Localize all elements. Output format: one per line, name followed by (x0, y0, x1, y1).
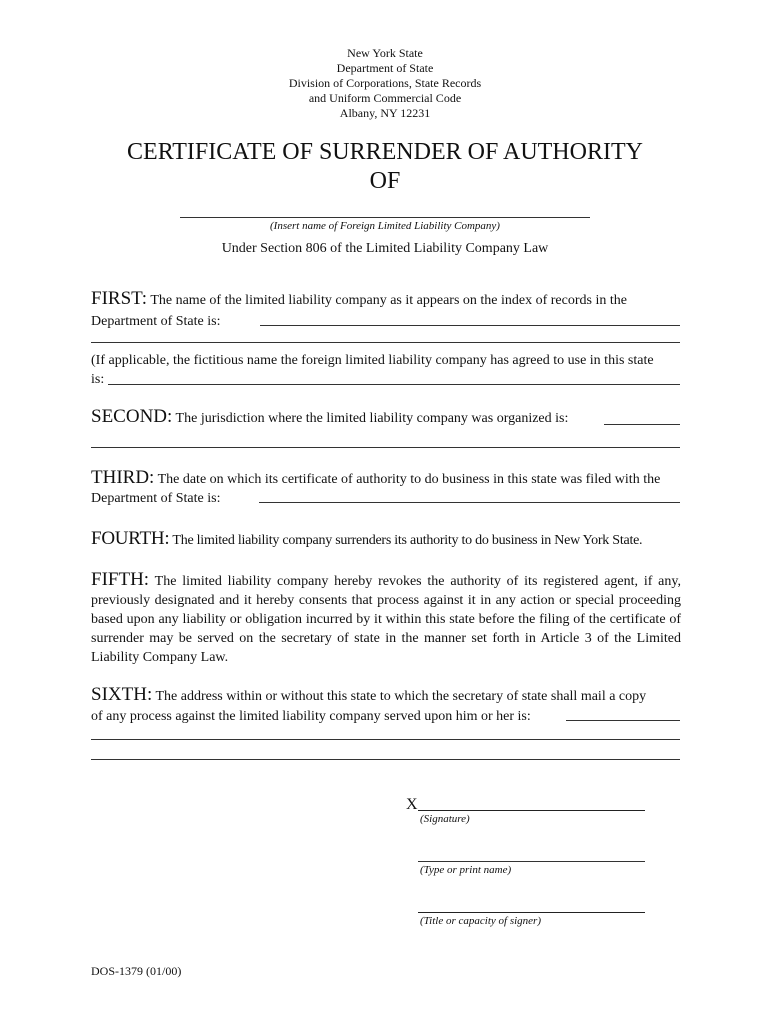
fictitious-text-line1: (If applicable, the fictitious name the foreign limited liability company has agreed to use in this state (91, 353, 654, 368)
printed-name-caption: (Type or print name) (420, 864, 512, 876)
sixth-paragraph-line2 (91, 707, 681, 726)
form-number: DOS-1379 (01/00) (91, 964, 182, 978)
company-name-caption: (Insert name of Foreign Limited Liability Company) (270, 220, 500, 232)
first-text-line1: The name of the limited liability company as it appears on the index of records in the (150, 293, 627, 308)
header-state: New York State (347, 46, 423, 60)
sixth-paragraph (91, 685, 681, 706)
company-name-line[interactable] (180, 217, 590, 218)
sixth-text-line2: of any process against the limited liability company served upon him or her is: (91, 709, 531, 724)
first-answer-line-2[interactable] (91, 342, 680, 343)
fifth-text: The limited liability company hereby revokes the authority of its registered agent, if any, previously designated and it hereby consents that process against it in any action or special proceeding based upon any liability or obligation incurred by it within this state before the filing of the certificate of surrender may be served on the secretary of state in the manner set forth in Article 3 of the Limited Liability Company Law. (91, 574, 681, 665)
sixth-answer-line-2[interactable] (91, 739, 680, 740)
third-text-line2: Department of State is: (91, 491, 221, 506)
third-answer-line[interactable] (259, 502, 680, 503)
document-title-of: OF (369, 168, 401, 194)
second-answer-line-2[interactable] (91, 447, 680, 448)
first-answer-line[interactable] (260, 325, 680, 326)
header-address: Albany, NY 12231 (339, 106, 431, 120)
document-title: CERTIFICATE OF SURRENDER OF AUTHORITY (127, 139, 643, 165)
third-lead: THIRD: (91, 467, 155, 488)
under-section-text: Under Section 806 of the Limited Liability Company Law (221, 241, 549, 256)
second-paragraph (91, 407, 681, 428)
signature-line[interactable] (418, 810, 645, 811)
first-paragraph-line2 (91, 312, 681, 331)
signature-caption: (Signature) (420, 813, 470, 825)
header-division: Division of Corporations, State Records (288, 76, 482, 90)
fourth-text: The limited liability company surrenders its authority to do business in New York State. (172, 533, 643, 548)
fourth-paragraph (91, 529, 681, 550)
fictitious-answer-line[interactable] (108, 384, 680, 385)
signature-x-mark: X (406, 796, 418, 813)
third-paragraph-line2 (91, 489, 681, 508)
fifth-paragraph (91, 570, 681, 667)
fictitious-paragraph-line2 (91, 370, 681, 389)
sixth-answer-line[interactable] (566, 720, 680, 721)
header-ucc: and Uniform Commercial Code (308, 91, 462, 105)
sixth-answer-line-3[interactable] (91, 759, 680, 760)
header-department: Department of State (336, 61, 434, 75)
third-paragraph (91, 468, 681, 489)
fourth-lead: FOURTH: (91, 528, 170, 549)
first-paragraph (91, 289, 681, 310)
signer-title-line[interactable] (418, 912, 645, 913)
agency-header (0, 46, 770, 121)
second-lead: SECOND: (91, 406, 173, 427)
second-answer-line[interactable] (604, 424, 680, 425)
fictitious-text-line2: is: (91, 372, 105, 387)
first-text-line2: Department of State is: (91, 314, 221, 329)
first-lead: FIRST: (91, 288, 148, 309)
signer-title-caption: (Title or capacity of signer) (420, 915, 541, 927)
fictitious-paragraph (91, 351, 681, 370)
sixth-text-line1: The address within or without this state to which the secretary of state shall mail a copy (155, 689, 647, 704)
third-text-line1: The date on which its certificate of authority to do business in this state was filed with the (157, 472, 661, 487)
fifth-lead: FIFTH: (91, 569, 150, 590)
sixth-lead: SIXTH: (91, 684, 153, 705)
second-text: The jurisdiction where the limited liability company was organized is: (175, 411, 569, 426)
printed-name-line[interactable] (418, 861, 645, 862)
